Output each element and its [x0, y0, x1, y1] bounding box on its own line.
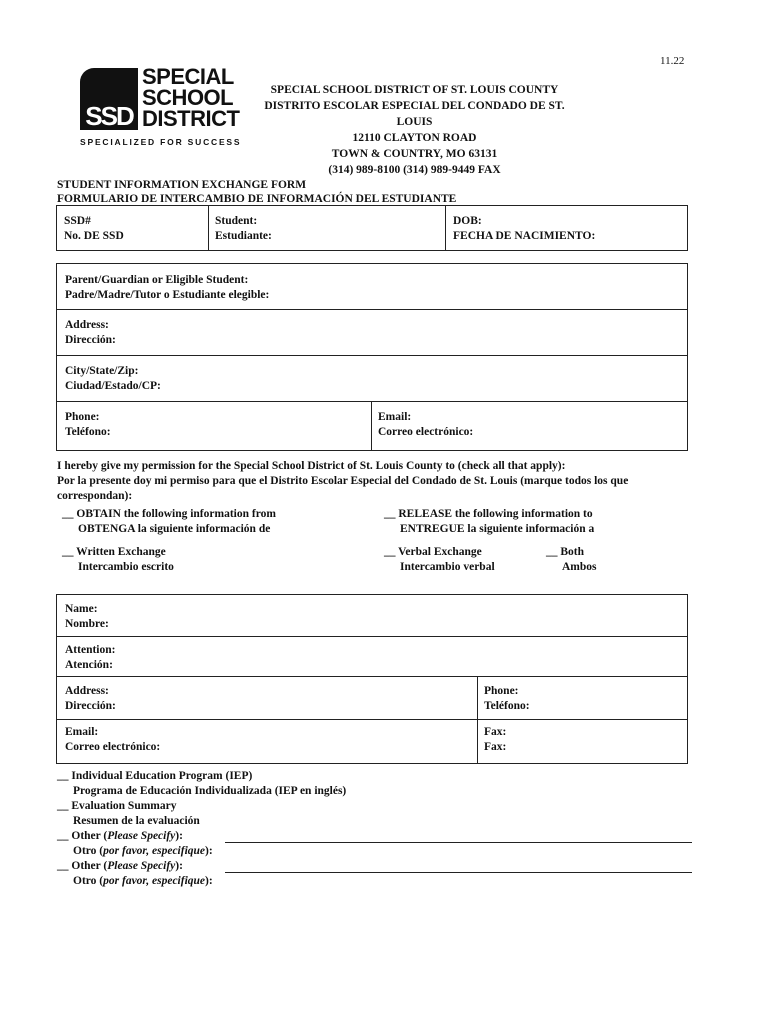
- release-label-es: ENTREGUE la siguiente información a: [400, 523, 595, 535]
- verbal-exchange-option[interactable]: [384, 545, 495, 575]
- form-title-es: FORMULARIO DE INTERCAMBIO DE INFORMACIÓN DEL ESTUDIANTE: [57, 193, 457, 205]
- written-label-es: Intercambio escrito: [78, 561, 174, 573]
- otro-label-2: [57, 874, 692, 889]
- student-name-field[interactable]: [215, 214, 272, 244]
- city-state-zip-field[interactable]: [65, 364, 161, 394]
- parent-info-box: [56, 263, 688, 451]
- recipient-phone-label-en: Phone:: [484, 685, 519, 697]
- other-option-2[interactable]: [57, 859, 692, 874]
- permission-line-es: Por la presente doy mi permiso para que el Distrito Escolar Especial del Condado de St. Louis (marque todos los que: [57, 475, 629, 487]
- parent-phone-field[interactable]: [65, 410, 111, 440]
- address-label-es: Dirección:: [65, 334, 116, 346]
- other-suffix-1: ):: [175, 830, 183, 842]
- release-label-en: __ RELEASE the following information to: [384, 508, 593, 520]
- recipient-fax-field[interactable]: [484, 725, 506, 755]
- recipient-address-field[interactable]: [65, 684, 116, 714]
- ssd-number-field[interactable]: [64, 214, 124, 244]
- both-option[interactable]: [546, 545, 597, 575]
- recipient-email-label-en: Email:: [65, 726, 99, 738]
- name-label-es: Nombre:: [65, 618, 109, 630]
- otro-label-1: [57, 844, 692, 859]
- city-label-en: City/State/Zip:: [65, 365, 139, 377]
- permission-line-en: I hereby give my permission for the Special School District of St. Louis County to (check all that apply):: [57, 460, 566, 472]
- phone-label-es: Teléfono:: [65, 426, 111, 438]
- obtain-option[interactable]: [62, 507, 276, 537]
- student-label-en: Student:: [215, 215, 258, 227]
- other-specify-1: Please Specify: [107, 830, 176, 842]
- both-label-en: __ Both: [546, 546, 585, 558]
- otro-prefix-1: Otro (: [73, 845, 104, 857]
- otro-prefix-2: Otro (: [73, 875, 104, 887]
- form-title: [57, 178, 456, 206]
- eval-label-en: __ Evaluation Summary: [57, 800, 177, 812]
- recipient-address-label-en: Address:: [65, 685, 109, 697]
- logo-word-district: DISTRICT: [142, 106, 240, 131]
- phone-label-en: Phone:: [65, 411, 100, 423]
- written-exchange-option[interactable]: [62, 545, 174, 575]
- header-line-3: 12110 CLAYTON ROAD: [352, 132, 477, 144]
- attention-label-es: Atención:: [65, 659, 113, 671]
- parent-email-field[interactable]: [378, 410, 473, 440]
- other-prefix-1: __ Other (: [57, 830, 108, 842]
- permission-statement: [57, 459, 697, 504]
- otro-suffix-2: ):: [205, 875, 213, 887]
- other-specify-line-2[interactable]: [225, 872, 692, 873]
- student-label-es: Estudiante:: [215, 230, 272, 242]
- obtain-label-en: __ OBTAIN the following information from: [62, 508, 276, 520]
- eval-label-es: Resumen de la evaluación: [73, 815, 200, 827]
- otro-specify-2: por favor, especifique: [103, 875, 206, 887]
- other-specify-2: Please Specify: [107, 860, 176, 872]
- otro-specify-1: por favor, especifique: [103, 845, 206, 857]
- logo-tagline: SPECIALIZED FOR SUCCESS: [80, 137, 242, 147]
- city-label-es: Ciudad/Estado/CP:: [65, 380, 161, 392]
- logo-wordmark: [142, 66, 239, 129]
- student-info-box: [56, 205, 688, 251]
- address-label-en: Address:: [65, 319, 109, 331]
- iep-option[interactable]: [57, 769, 692, 784]
- recipient-email-field[interactable]: [65, 725, 160, 755]
- fax-label-en: Fax:: [484, 726, 507, 738]
- ssd-logo: [80, 64, 255, 150]
- parent-label-es: Padre/Madre/Tutor o Estudiante elegible:: [65, 289, 270, 301]
- attention-label-en: Attention:: [65, 644, 116, 656]
- logo-mark: SSD: [80, 68, 138, 130]
- obtain-label-es: OBTENGA la siguiente información de: [78, 523, 271, 535]
- recipient-phone-label-es: Teléfono:: [484, 700, 530, 712]
- dob-label-es: FECHA DE NACIMIENTO:: [453, 230, 596, 242]
- form-version: 11.22: [660, 55, 685, 67]
- permission-line-es-cont: correspondan):: [57, 490, 133, 502]
- other-option-1[interactable]: [57, 829, 692, 844]
- dob-field[interactable]: [453, 214, 595, 244]
- attention-field[interactable]: [65, 643, 115, 673]
- recipient-address-label-es: Dirección:: [65, 700, 116, 712]
- other-suffix-2: ):: [175, 860, 183, 872]
- name-label-en: Name:: [65, 603, 98, 615]
- written-label-en: __ Written Exchange: [62, 546, 166, 558]
- dob-label-en: DOB:: [453, 215, 482, 227]
- ssd-number-label-en: SSD#: [64, 215, 91, 227]
- iep-label-es: Programa de Educación Individualizada (IEP en inglés): [73, 785, 347, 797]
- ssd-number-label-es: No. DE SSD: [64, 230, 124, 242]
- recipient-email-label-es: Correo electrónico:: [65, 741, 161, 753]
- other-prefix-2: __ Other (: [57, 860, 108, 872]
- recipient-name-field[interactable]: [65, 602, 109, 632]
- form-title-en: STUDENT INFORMATION EXCHANGE FORM: [57, 179, 307, 191]
- email-label-en: Email:: [378, 411, 412, 423]
- verbal-label-en: __ Verbal Exchange: [384, 546, 482, 558]
- header-line-1: SPECIAL SCHOOL DISTRICT OF ST. LOUIS COUNTY: [270, 84, 559, 96]
- parent-address-field[interactable]: [65, 318, 116, 348]
- recipient-phone-field[interactable]: [484, 684, 530, 714]
- evaluation-summary-option[interactable]: [57, 799, 692, 814]
- header-line-5: (314) 989-8100 (314) 989-9449 FAX: [328, 164, 501, 176]
- email-label-es: Correo electrónico:: [378, 426, 474, 438]
- other-specify-line-1[interactable]: [225, 842, 692, 843]
- verbal-label-es: Intercambio verbal: [400, 561, 495, 573]
- fax-label-es: Fax:: [484, 741, 507, 753]
- records-list: [57, 769, 692, 889]
- parent-guardian-field[interactable]: [65, 273, 269, 303]
- logo-word-special: SPECIAL: [142, 64, 234, 89]
- recipient-info-box: [56, 594, 688, 764]
- both-label-es: Ambos: [562, 561, 597, 573]
- iep-label-en: __ Individual Education Program (IEP): [57, 770, 253, 782]
- otro-suffix-1: ):: [205, 845, 213, 857]
- header-line-2: DISTRITO ESCOLAR ESPECIAL DEL CONDADO DE ST. LOUIS: [264, 100, 565, 128]
- logo-word-school: SCHOOL: [142, 85, 234, 110]
- release-option[interactable]: [384, 507, 594, 537]
- district-header: [262, 82, 567, 178]
- parent-label-en: Parent/Guardian or Eligible Student:: [65, 274, 249, 286]
- header-line-4: TOWN & COUNTRY, MO 63131: [331, 148, 498, 160]
